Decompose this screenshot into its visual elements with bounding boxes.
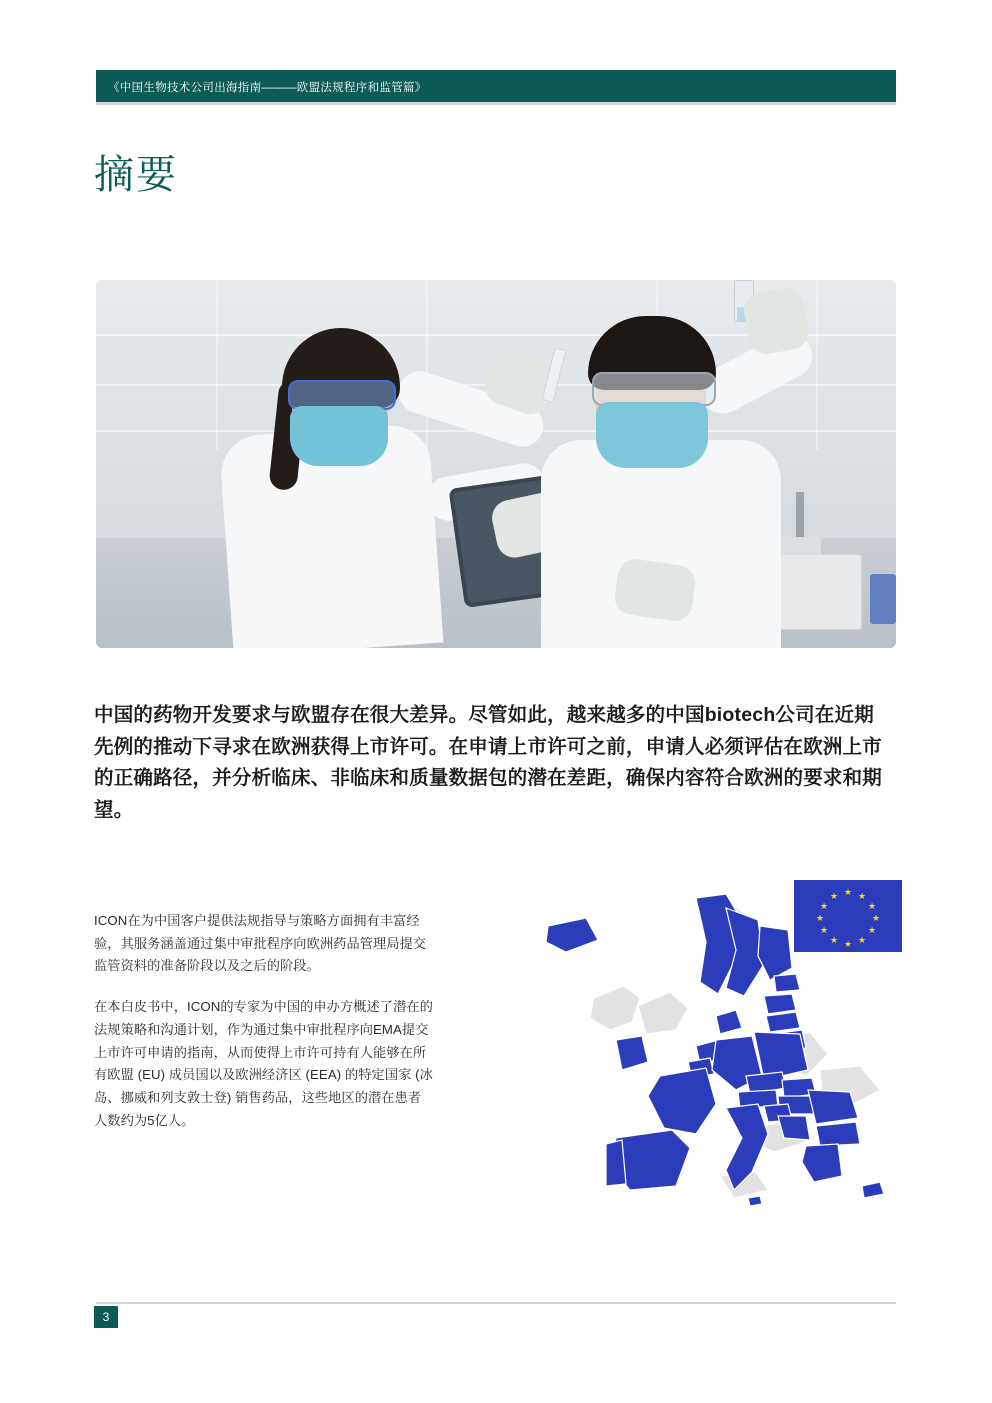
gloved-hand: [741, 285, 811, 356]
eu-flag-star: ★: [868, 925, 877, 935]
eu-flag-star: ★: [830, 891, 839, 901]
eu-flag-star: ★: [820, 925, 829, 935]
document-header: [96, 70, 896, 104]
wall-line: [816, 280, 818, 450]
footer-divider: [96, 1302, 896, 1304]
map-eu-countries: [546, 891, 884, 1206]
wall-line: [216, 280, 218, 450]
lead-paragraph: 中国的药物开发要求与欧盟存在很大差异。尽管如此，越来越多的中国biotech公司在近期先例的推动下寻求在欧洲获得上市许可。在申请上市许可之前，申请人必须评估在欧洲上市的正确路径，并分析临床、非临床和质量数据包的潜在差距，确保内容符合欧洲的要求和期望。: [94, 704, 883, 821]
europe-map-figure: [520, 870, 920, 1230]
header-title: 《中国生物技术公司出海指南———欧盟法规程序和监管篇》: [108, 82, 427, 94]
eu-flag-star: ★: [858, 891, 867, 901]
body-paragraph-2: 在本白皮书中，ICON的专家为中国的申办方概述了潜在的法规策略和沟通计划，作为通过集中审批程序向EMA提交上市许可申请的指南，从而使得上市许可持有人能够在所有欧盟 (EU) 成员国以及欧洲经济区 (EEA) 的特定国家 (冰岛、挪威和列支敦士登) 销售药品，这些地区的潜在患者人数约为5亿人。: [94, 999, 433, 1128]
eu-flag-star: ★: [872, 913, 881, 923]
page-number-badge: 3: [94, 1306, 118, 1328]
eu-flag-star: ★: [858, 935, 867, 945]
hero-image: [96, 280, 896, 648]
header-divider: [96, 102, 896, 105]
eu-flag-star: ★: [868, 901, 877, 911]
test-tube-rack: [870, 574, 896, 624]
eu-flag-star: ★: [830, 935, 839, 945]
wall-line: [426, 280, 428, 450]
eu-flag-star: ★: [844, 939, 853, 949]
body-paragraph-1: ICON在为中国客户提供法规指导与策略方面拥有丰富经验，其服务涵盖通过集中审批程序向欧洲药品管理局提交监管资料的准备阶段以及之后的阶段。: [94, 913, 427, 974]
page-title: 摘要: [94, 153, 178, 197]
eu-flag-star: ★: [844, 887, 853, 897]
eu-flag-star: ★: [816, 913, 825, 923]
europe-map-svg: [520, 887, 920, 1230]
header-bar: [96, 70, 896, 102]
face-mask-icon: [290, 406, 388, 466]
body-text-column: [94, 910, 434, 1150]
face-mask-icon: [596, 402, 708, 468]
eu-flag-star: ★: [820, 901, 829, 911]
gloved-hand: [612, 557, 697, 623]
safety-goggles-icon: [592, 372, 716, 406]
